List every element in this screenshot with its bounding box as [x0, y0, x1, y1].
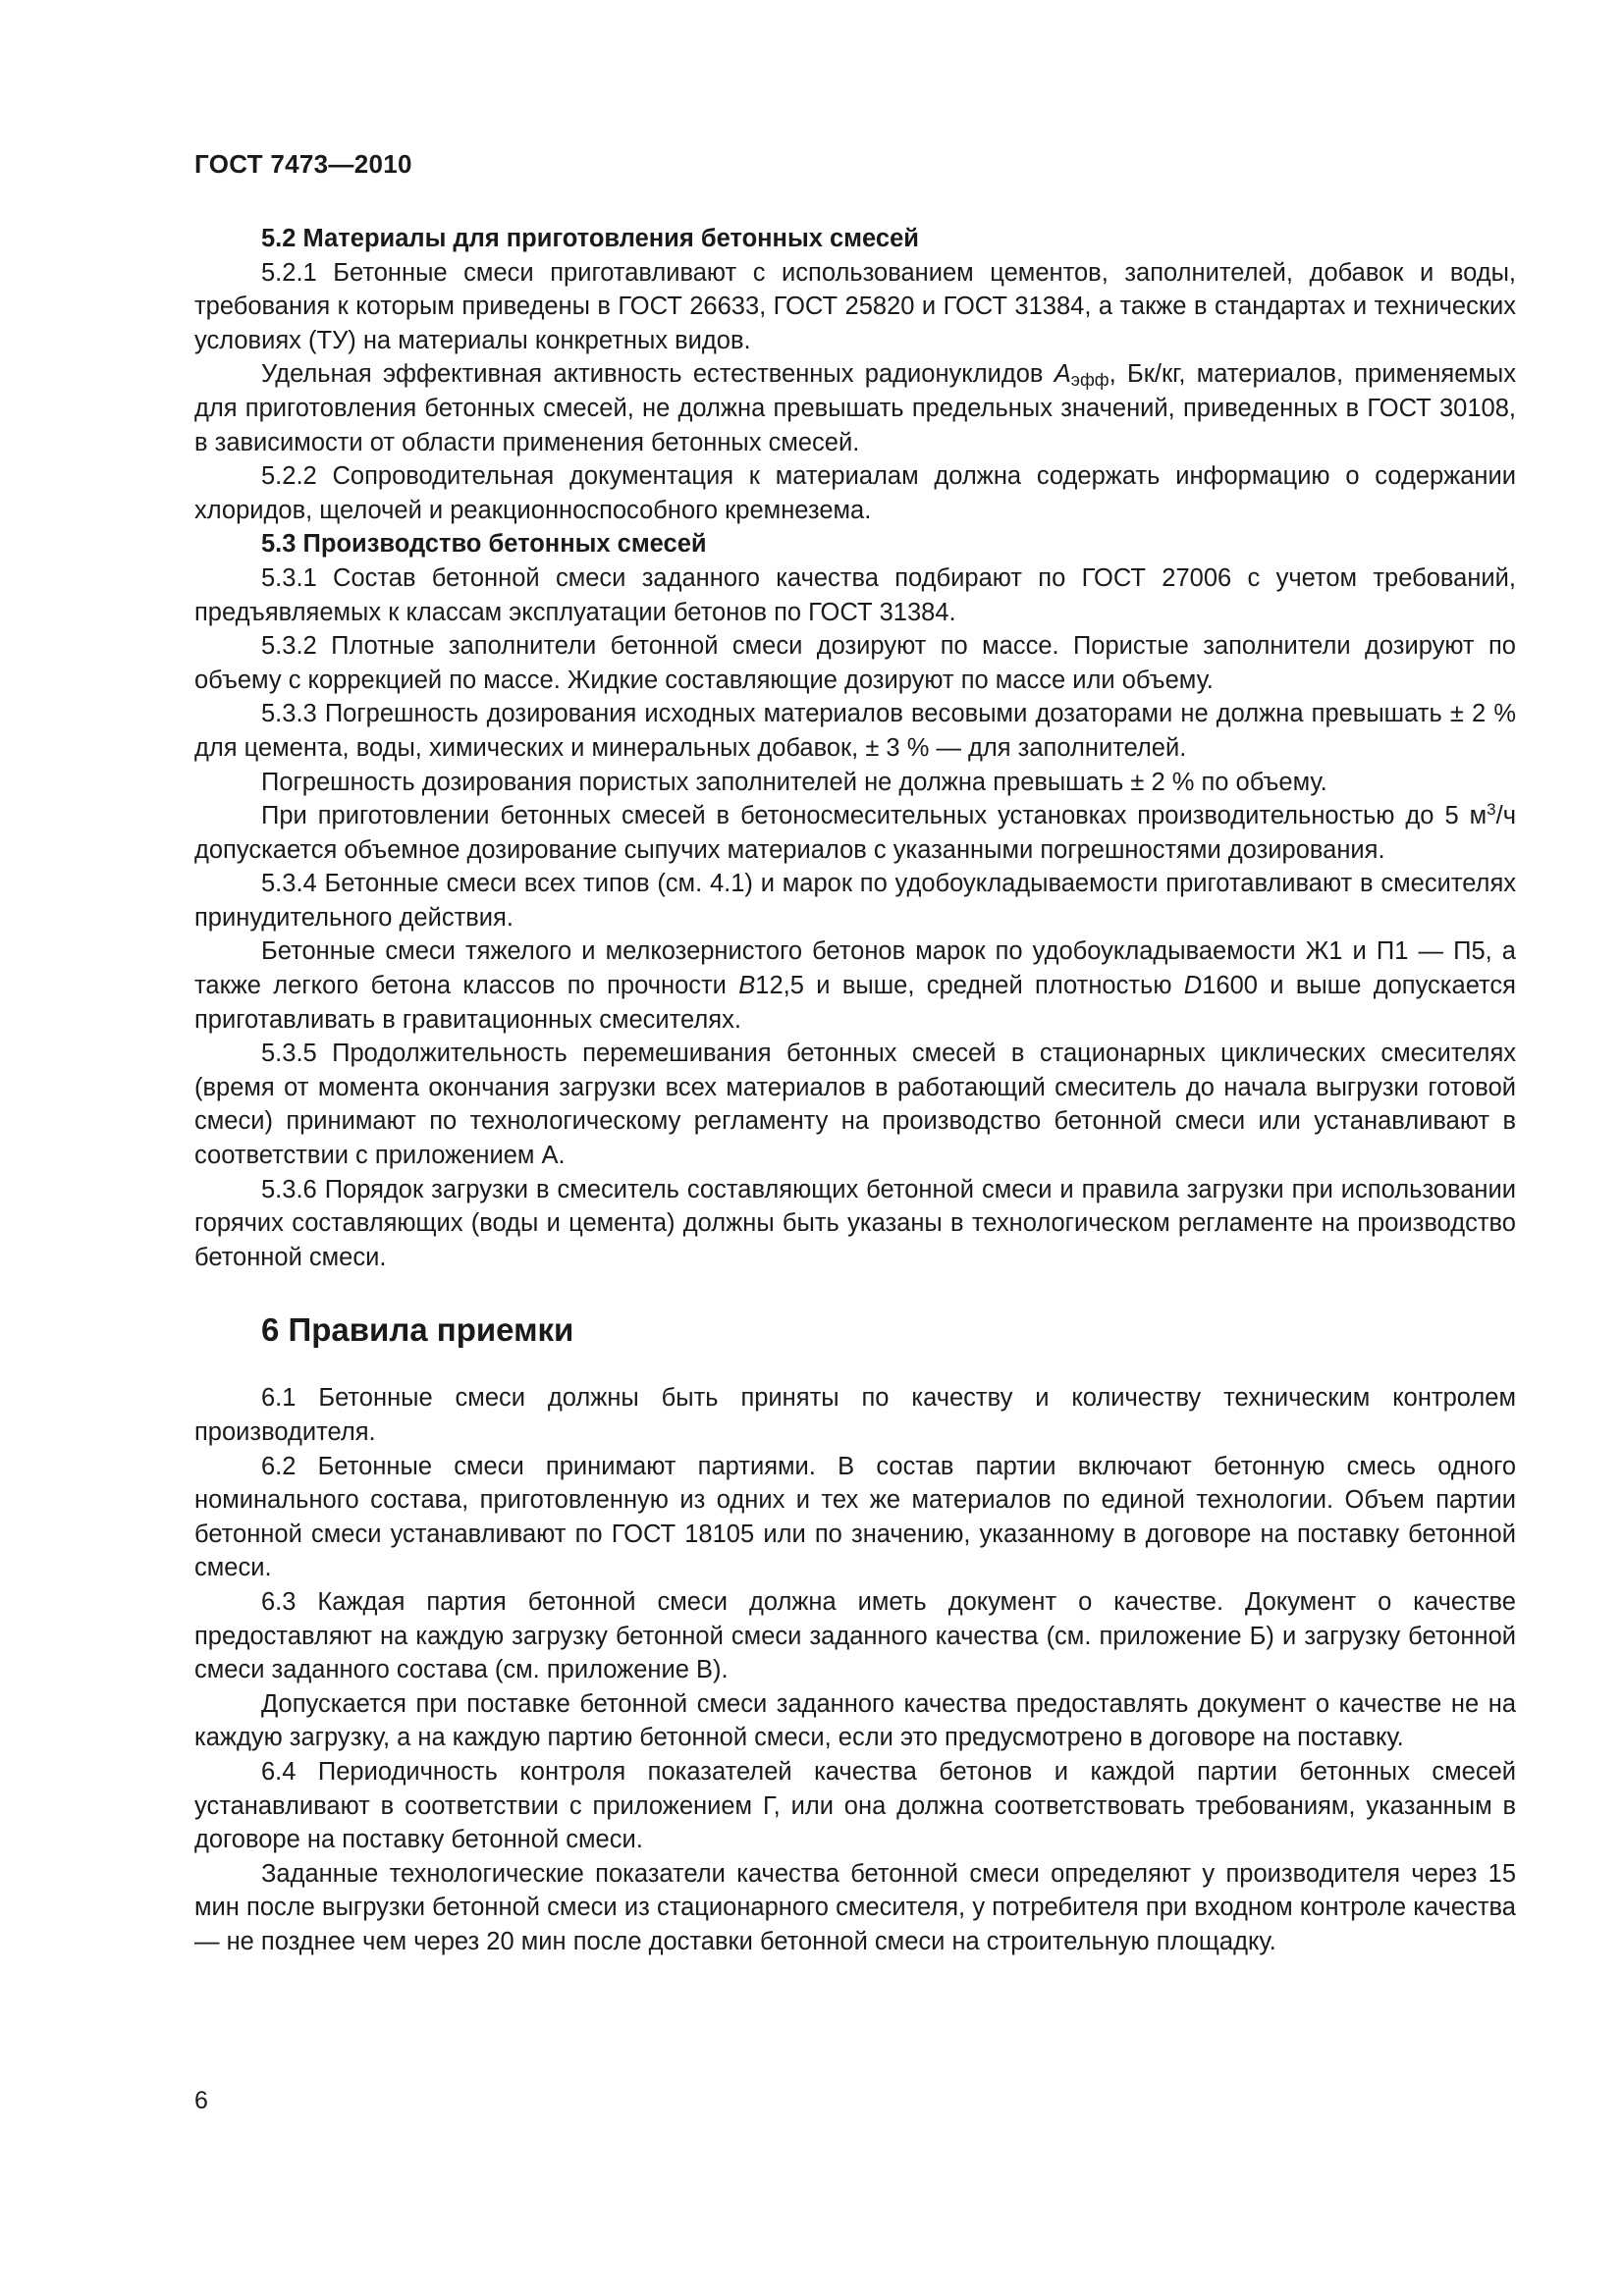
superscript-3: 3 — [1487, 800, 1496, 820]
paragraph-6-4: 6.4 Периодичность контроля показателей качества бетонов и каждой партии бетонных смесей устанавливают в соответствии с приложением Г, или она должна соответствовать требованиям, указанным в договоре на поставку бетонной смеси. — [194, 1757, 1516, 1854]
symbol-a-eff: A — [1054, 360, 1071, 389]
paragraph-6-1: 6.1 Бетонные смеси должны быть приняты по качеству и количеству техническим контролем производителя. — [194, 1384, 1516, 1446]
paragraph-porous-dosing: Погрешность дозирования пористых заполнителей не должна превышать ± 2 % по объему. — [261, 768, 1327, 796]
paragraph-5-3-6: 5.3.6 Порядок загрузки в смеситель составляющих бетонной смеси и правила загрузки при использовании горячих составляющих (воды и цемента) должны быть указаны в технологическом регламенте на производство бетонной смеси. — [194, 1175, 1516, 1271]
paragraph-5-2-1: 5.2.1 Бетонные смеси приготавливают с использованием цементов, заполнителей, добавок и воды, требования к которым приведены в ГОСТ 26633, ГОСТ 25820 и ГОСТ 31384, а также в стандартах и технических условиях (ТУ) на материалы конкретных видов. — [194, 258, 1516, 354]
document-body — [194, 222, 1516, 1959]
paragraph-5-3-5: 5.3.5 Продолжительность перемешивания бетонных смесей в стационарных циклических смесителях (время от момента окончания загрузки всех материалов в работающий смеситель до начала выгрузки готовой смеси) принимают по технологическому регламенту на производство бетонной смеси или устанавливают в соответствии с приложением А. — [194, 1040, 1516, 1170]
paragraph-gravity-mixers: Бетонные смеси тяжелого и мелкозернистого бетонов марок по удобоукладываемости Ж1 и П1 — П5, а также легкого бетона классов по прочности B12,5 и выше, средней плотностью D1600 и выше допускается приготавливать в гравитационных смесителях. — [194, 937, 1516, 1034]
section-6-title: 6 Правила приемки — [261, 1311, 574, 1349]
section-5-2-title: 5.2 Материалы для приготовления бетонных смесей — [261, 225, 919, 252]
paragraph-5-3-3: 5.3.3 Погрешность дозирования исходных материалов весовыми дозаторами не должна превышать ± 2 % для цемента, воды, химических и минеральных добавок, ± 3 % — для заполнителей. — [194, 700, 1516, 762]
paragraph-6-2: 6.2 Бетонные смеси принимают партиями. В состав партии включают бетонную смесь одного номинального состава, приготовленную из одних и тех же материалов по единой технологии. Объем партии бетонной смеси устанавливают по ГОСТ 18105 или по значению, указанному в договоре на поставку бетонной смеси. — [194, 1452, 1516, 1582]
document-header: ГОСТ 7473—2010 — [194, 149, 412, 179]
paragraph-5-3-2: 5.3.2 Плотные заполнители бетонной смеси дозируют по массе. Пористые заполнители дозируют по объему с коррекцией по массе. Жидкие составляющие дозируют по массе или объему. — [194, 632, 1516, 694]
paragraph-volume-dosing: При приготовлении бетонных смесей в бетоносмесительных установках производительностью до 5 $м^3/ч$ допускается объемное дозирование сыпучих материалов с указанными погрешностями дозирования. — [194, 800, 1516, 864]
paragraph-6-3: 6.3 Каждая партия бетонной смеси должна иметь документ о качестве. Документ о качестве предоставляют на каждую загрузку бетонной смеси заданного качества (см. приложение Б) и загрузку бетонной смеси заданного состава (см. приложение В). — [194, 1587, 1516, 1684]
paragraph-technological-indicators: Заданные технологические показатели качества бетонной смеси определяют у производителя через 15 мин после выгрузки бетонной смеси из стационарного смесителя, у потребителя при входном контроле качества — не позднее чем через 20 мин после доставки бетонной смеси на строительную площадку. — [194, 1859, 1516, 1955]
paragraph-5-3-4: 5.3.4 Бетонные смеси всех типов (см. 4.1) и марок по удобоукладываемости приготавливают в смесителях принудительного действия. — [194, 870, 1516, 932]
section-5-3-title: 5.3 Производство бетонных смесей — [261, 530, 707, 559]
paragraph-quality-document: Допускается при поставке бетонной смеси заданного качества предоставлять документ о качестве не на каждую загрузку, а на каждую партию бетонной смеси, если это предусмотрено в договоре на поставку. — [194, 1689, 1516, 1752]
paragraph-radionuclides: Удельная эффективная активность естественных радионуклидов $A_{эфф}$, Бк/кг, материалов, применяемых для приготовления бетонных смесей, не должна превышать предельных значений, приведенных в ГОСТ 30108, в зависимости от области применения бетонных смесей. — [194, 360, 1517, 456]
paragraph-5-2-2: 5.2.2 Сопроводительная документация к материалам должна содержать информацию о содержании хлоридов, щелочей и реакционноспособного кремнезема. — [194, 462, 1516, 524]
page-number: 6 — [194, 2087, 208, 2114]
subscript-eff: эфф — [1070, 370, 1109, 391]
paragraph-5-3-1: 5.3.1 Состав бетонной смеси заданного качества подбирают по ГОСТ 27006 с учетом требований, предъявляемых к классам эксплуатации бетонов по ГОСТ 31384. — [194, 563, 1516, 626]
